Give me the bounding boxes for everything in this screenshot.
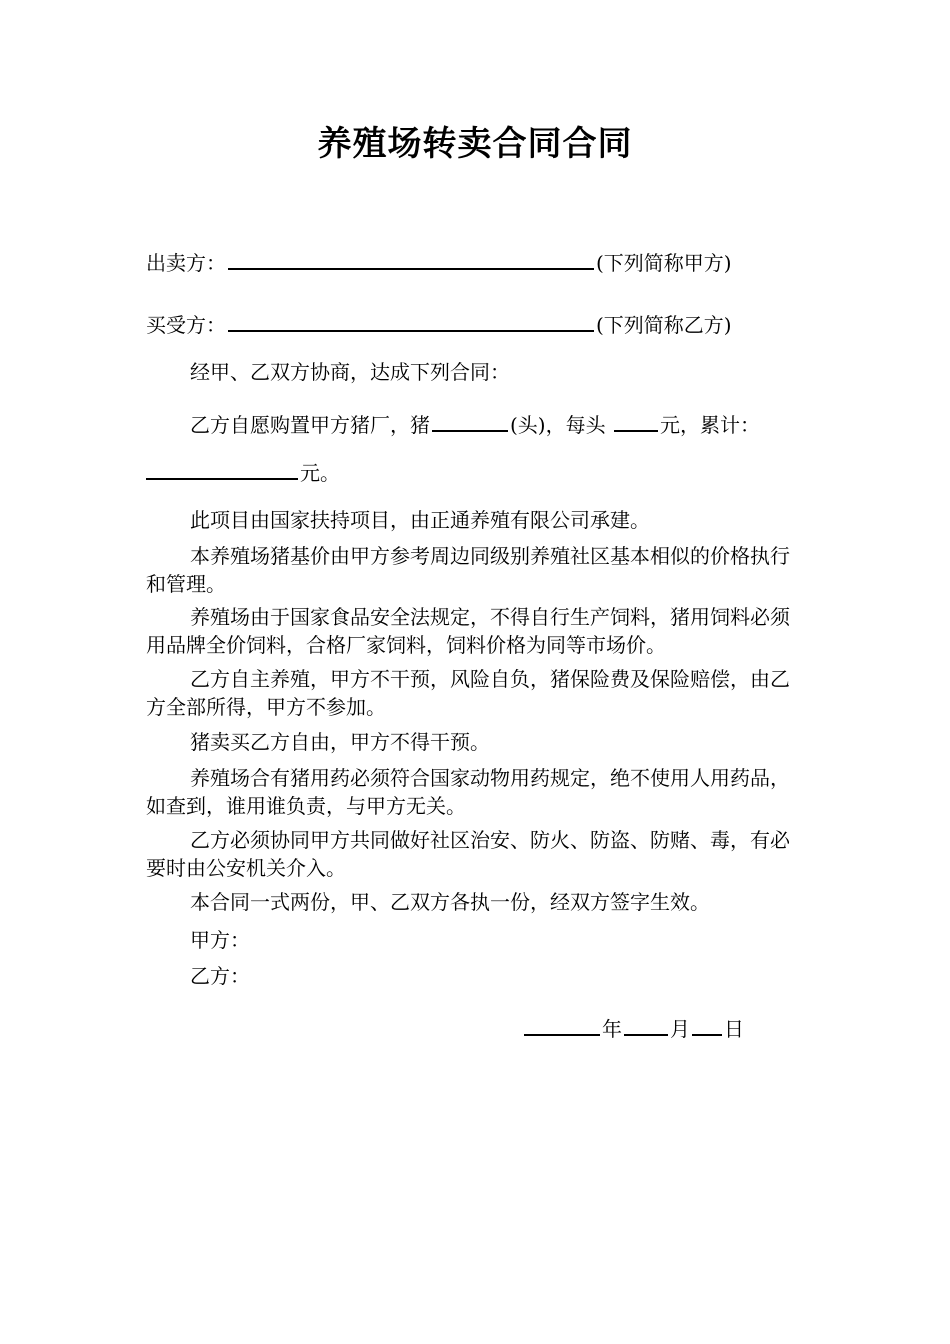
- year-label: 年: [602, 1017, 622, 1041]
- party-a-signature: 甲方：: [190, 928, 250, 952]
- clause-3: 养殖场由于国家食品安全法规定，不得自行生产饲料，猪用饲料必须用品牌全价饲料，合格厂家饲料，饲料价格为同等市场价。: [146, 605, 790, 657]
- year-blank[interactable]: [524, 1012, 600, 1036]
- seller-name-blank[interactable]: [228, 246, 594, 270]
- month-label: 月: [670, 1017, 690, 1041]
- buyer-suffix: (下列简称乙方): [596, 313, 732, 337]
- purchase-line: [190, 408, 760, 439]
- total-amount-blank[interactable]: [146, 456, 298, 480]
- document-title: 养殖场转卖合同合同: [317, 124, 633, 164]
- purchase-text-3: 元，累计：: [659, 413, 760, 437]
- purchase-text-2: (头)，每头: [510, 413, 606, 437]
- buyer-label: 买受方：: [146, 313, 226, 337]
- party-b-signature: 乙方：: [190, 964, 250, 988]
- day-label: 日: [724, 1017, 744, 1041]
- clause-6: 养殖场合有猪用药必须符合国家动物用药规定，绝不使用人用药品，如查到，谁用谁负责，与甲方无关。: [146, 766, 790, 818]
- unit-price-blank[interactable]: [614, 408, 658, 432]
- clause-7: 乙方必须协同甲方共同做好社区治安、防火、防盗、防赌、毒，有必要时由公安机关介入。: [146, 828, 790, 880]
- clause-4: 乙方自主养殖，甲方不干预，风险自负，猪保险费及保险赔偿，由乙方全部所得，甲方不参加。: [146, 667, 790, 719]
- purchase-text-4: 元。: [300, 461, 340, 485]
- clause-1: 此项目由国家扶持项目，由正通养殖有限公司承建。: [190, 508, 650, 532]
- month-blank[interactable]: [624, 1012, 668, 1036]
- buyer-name-blank[interactable]: [228, 308, 594, 332]
- seller-line: [146, 246, 732, 277]
- seller-suffix: (下列简称甲方): [596, 251, 732, 275]
- clause-5: 猪卖买乙方自由，甲方不得干预。: [190, 730, 490, 754]
- clause-2: 本养殖场猪基价由甲方参考周边同级别养殖社区基本相似的价格执行和管理。: [146, 544, 790, 596]
- purchase-text-1: 乙方自愿购置甲方猪厂，猪: [190, 413, 430, 437]
- clause-8: 本合同一式两份，甲、乙双方各执一份，经双方签字生效。: [190, 890, 710, 914]
- day-blank[interactable]: [692, 1012, 722, 1036]
- intro-text: 经甲、乙双方协商，达成下列合同：: [190, 360, 510, 384]
- date-line: [522, 1012, 744, 1043]
- seller-label: 出卖方：: [146, 251, 226, 275]
- total-line: [146, 456, 340, 487]
- buyer-line: [146, 308, 732, 339]
- pig-count-blank[interactable]: [432, 408, 508, 432]
